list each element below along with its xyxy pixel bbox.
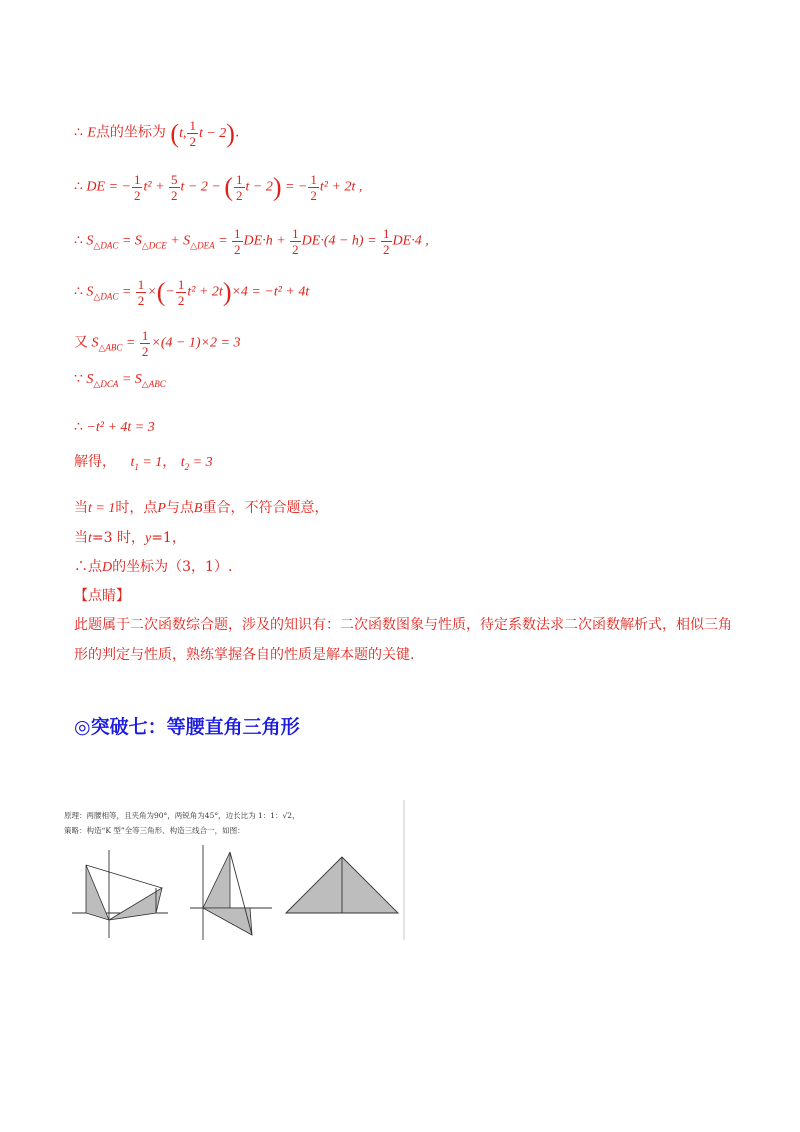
principle-figure <box>60 800 405 945</box>
figure-principle-text: 原理：两腰相等，且夹角为90°，两锐角为45°，边长比为 1：1：√2， <box>64 811 300 820</box>
line-s-dac-value: ∴ $S_{\triangle DAC}$ = $\frac{1}{2}$ ×(− $\frac{1}{2}$ t² + 2t)×4 = −t² + 4t <box>74 277 310 308</box>
line-solution: 解得， $t_1 = 1$， $t_2 = 3$ <box>74 454 213 472</box>
line-case-t1: 当t = 1时，点P与点B重合，不符合题意， <box>74 500 329 516</box>
line-d-coordinate: ∴点D的坐标为（3，1）. <box>74 559 233 575</box>
line-s-abc: 又 $S_{\triangle ABC}$ = $\frac{1}{2}$ ×(4 − 1)×2 = 3 <box>74 328 241 359</box>
figure-strategy-text: 策略：构造“K 型”全等三角形、构造三线合一，如图： <box>64 826 245 835</box>
section-heading: ◎突破七：等腰直角三角形 <box>74 716 300 738</box>
diagram-k-type-1 <box>72 850 168 938</box>
dianjing-label: 【点睛】 <box>74 588 130 604</box>
dianjing-text: 此题属于二次函数综合题，涉及的知识有：二次函数图象与性质，待定系数法求二次函数解析式，相似三角形的判定与性质，熟练掌握各自的性质是解本题的关键. <box>74 617 732 663</box>
line-de: ∴ DE = − $\frac{1}{2}$ t² + $\frac{5}{2}$ t − 2 − ( $\frac{1}{2}$ t − 2) = − $\frac{1}{2}$ t² + 2t , <box>74 172 363 203</box>
figure-diagrams <box>60 800 405 945</box>
line-s-dac-sum: ∴ $S_{\triangle DAC} = S_{\triangle DCE} + S_{\triangle DEA}$ = $\frac{1}{2}$ DE·h + $\frac{1}{2}$ DE·(4 − h) = $\frac{1}{2}$ DE·4 , <box>74 226 429 257</box>
line-area-equal: ∵ $S_{\triangle DCA} = S_{\triangle ABC}$ <box>74 372 166 389</box>
line-case-t3: 当t=3 时，y=1， <box>74 530 186 546</box>
diagram-isosceles-right <box>286 857 398 913</box>
diagram-k-type-2 <box>190 845 272 940</box>
line-equation: ∴ −t² + 4t = 3 <box>74 420 155 435</box>
line-e-coordinate: ∴ E点的坐标为 (t, $\frac{1}{2}$ t − 2). <box>74 118 240 149</box>
